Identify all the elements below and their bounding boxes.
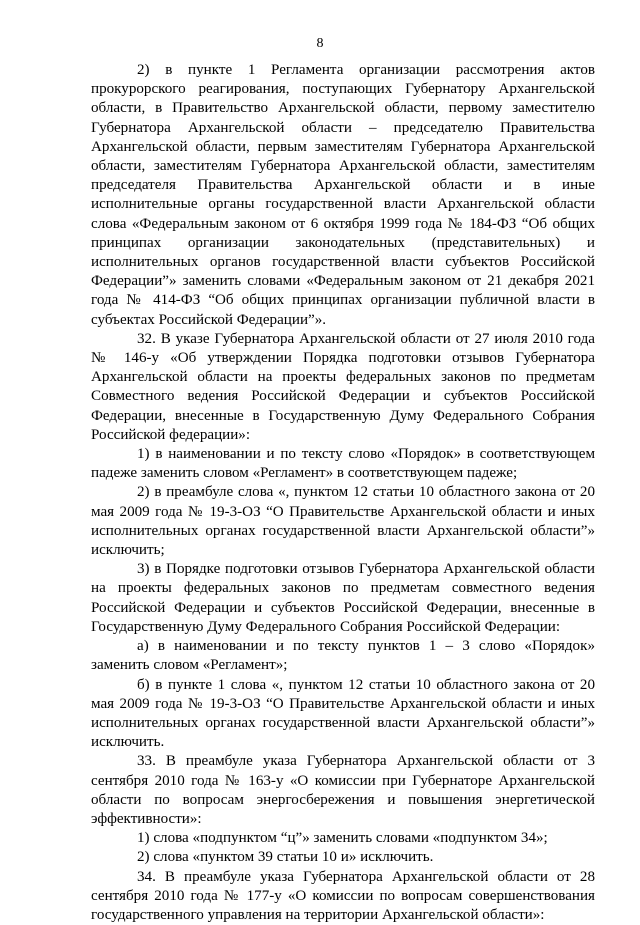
paragraph-32-item-2: 2) в преамбуле слова «, пунктом 12 статьи 10 областного закона от 20 мая 2009 года № 19-3-ОЗ “О Правительстве Архангельской области и иных исполнительных органах государственной власти Архангельской области”» исключить; <box>91 484 595 559</box>
paragraph-32-item-1: 1) в наименовании и по тексту слово «Порядок» в соответствующем падеже заменить словом «Регламент» в соответствующем падеже; <box>91 446 595 482</box>
paragraph-34: 34. В преамбуле указа Губернатора Архангельской области от 28 сентября 2010 года № 177-у «О комиссии по вопросам совершенствования государственного управления на территории Архангельской области»: <box>91 868 595 923</box>
paragraph-31-item-2: 2) в пункте 1 Регламента организации рассмотрения актов прокурорского реагирования, поступающих Губернатору Архангельской области, в Правительство Архангельской области, первому заместителю Губернатора Архангельской области – председателю Правительства Архангельской области, первым заместителям Губернатора Архангельской области, заместителям Губернатора Архангельской области, заместителям председателя Правительства Архангельской области и в иные исполнительные органы государственной власти Архангельской области слова «Федеральным законом от 6 октября 1999 года № 184-ФЗ “Об общих принципах организации законодательных (представительных) и исполнительных органов государственной власти субъектов Российской Федерации”» заменить словами «Федеральным законом от 21 декабря 2021 года № 414-ФЗ “Об общих принципах организации публичной власти в субъектах Российской Федерации”». <box>91 62 595 328</box>
paragraph-32-item-3: 3) в Порядке подготовки отзывов Губернатора Архангельской области на проекты федеральных законов по предметам совместного ведения Российской Федерации и субъектов Российской Федерации, внесенные в Государственную Думу Федерального Собрания Российской Федерации: <box>91 561 595 635</box>
paragraph-32-item-3a: а) в наименовании и по тексту пунктов 1 – 3 слово «Порядок» заменить словом «Регламент»; <box>91 638 595 674</box>
paragraph-33-item-1: 1) слова «подпунктом “ц”» заменить словами «подпунктом 34»; <box>137 830 548 847</box>
page-number: 8 <box>316 36 324 51</box>
paragraph-32-item-3b: б) в пункте 1 слова «, пунктом 12 статьи 10 областного закона от 20 мая 2009 года № 19-3-ОЗ “О Правительстве Архангельской области и иных исполнительных органах государственной власти Архангельской области”» исключить. <box>91 676 595 751</box>
paragraph-33-item-2: 2) слова «пунктом 39 статьи 10 и» исключить. <box>137 849 434 866</box>
document-body <box>91 61 595 925</box>
paragraph-32: 32. В указе Губернатора Архангельской области от 27 июля 2010 года № 146-у «Об утверждении Порядка подготовки отзывов Губернатора Архангельской области на проекты федеральных законов по предметам Совместного ведения Российской Федерации и субъектов Российской Федерации, внесенные в Государственную Думу Федерального Собрания Российской федерации»: <box>91 330 595 443</box>
paragraph-33: 33. В преамбуле указа Губернатора Архангельской области от 3 сентября 2010 года № 163-у «О комиссии при Губернаторе Архангельской области по вопросам энергосбережения и повышения энергетической эффективности»: <box>91 753 595 827</box>
